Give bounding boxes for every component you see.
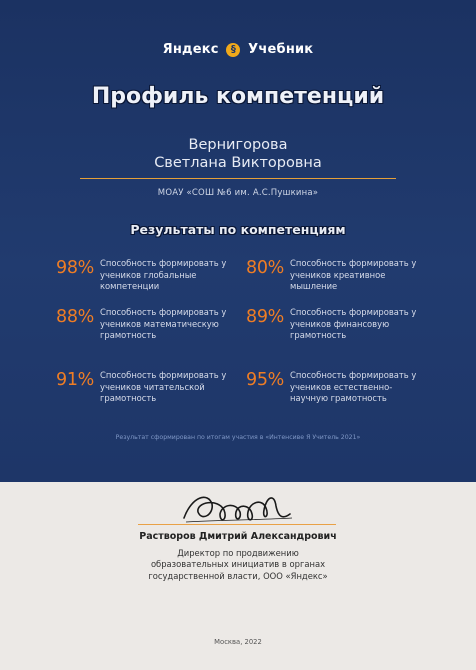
competency-item: [246, 307, 424, 342]
competency-percent: 88%: [56, 307, 94, 327]
competency-item: [56, 370, 234, 405]
competency-percent: 91%: [56, 370, 94, 390]
signature-line: [138, 524, 336, 525]
recipient-given-names: Светлана Викторовна: [154, 155, 322, 171]
competency-item: [56, 307, 234, 342]
brand-left: Яндекс: [162, 42, 219, 57]
brand-badge-icon: §: [226, 43, 240, 57]
competency-percent: 98%: [56, 258, 94, 278]
competency-percent: 89%: [246, 307, 284, 327]
signer-role-line: государственной власти, ООО «Яндекс»: [148, 570, 328, 581]
signer-name: Растворов Дмитрий Александрович: [139, 531, 337, 542]
competency-item: [246, 370, 424, 405]
competency-text: Способность формировать у учеников креативное мышление: [290, 258, 417, 292]
competency-percent: 80%: [246, 258, 284, 278]
page-title: Профиль компетенций: [91, 84, 385, 109]
recipient-surname: Вернигорова: [188, 137, 288, 153]
signer-role-line: Директор по продвижению: [177, 548, 299, 558]
competency-item: [246, 258, 424, 293]
orange-divider: [80, 178, 396, 179]
recipient-name: [0, 136, 476, 172]
competency-text: Способность формировать у учеников математическую грамотность: [100, 307, 227, 341]
results-heading: Результаты по компетенциям: [130, 222, 346, 237]
competency-text: Способность формировать у учеников естественно-научную грамотность: [290, 370, 417, 404]
school-name: МОАУ «СОШ №6 им. А.С.Пушкина»: [157, 188, 319, 198]
participation-note: Результат сформирован по итогам участия в «Интенсиве Я Учитель 2021»: [115, 434, 361, 441]
signer-role: [0, 548, 476, 582]
competency-text: Способность формировать у учеников читательской грамотность: [100, 370, 227, 404]
yandex-textbook-logo: [0, 42, 476, 57]
competency-text: Способность формировать у учеников глобальные компетенции: [100, 258, 227, 292]
brand-right: Учебник: [248, 42, 314, 57]
competency-percent: 95%: [246, 370, 284, 390]
signer-role-line: образовательных инициатив в органах: [150, 559, 326, 570]
city-year: Москва, 2022: [214, 638, 262, 646]
competency-item: [56, 258, 234, 293]
competency-text: Способность формировать у учеников финансовую грамотность: [290, 307, 417, 341]
